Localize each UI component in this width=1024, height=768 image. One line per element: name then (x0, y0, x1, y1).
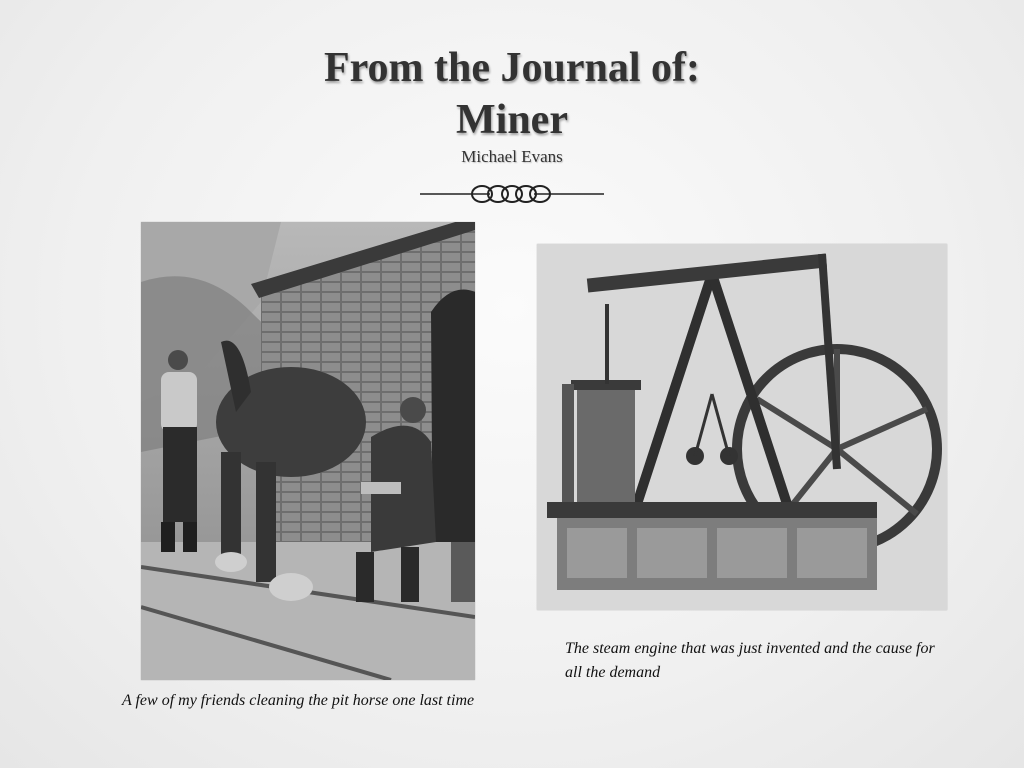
steam-engine-caption: The steam engine that was just invented and the cause for all the demand (565, 640, 935, 681)
scroll-flourish-icon (420, 180, 604, 208)
title-line-1: From the Journal of: (323, 45, 700, 91)
pit-horse-caption: A few of my friends cleaning the pit horse one last time (122, 692, 475, 709)
slide-title (0, 42, 1024, 146)
title-line-2: Miner (456, 97, 568, 143)
author-name: Michael Evans (461, 147, 563, 166)
steam-engine-illustration (537, 244, 947, 610)
pit-horse-photo (141, 222, 475, 680)
